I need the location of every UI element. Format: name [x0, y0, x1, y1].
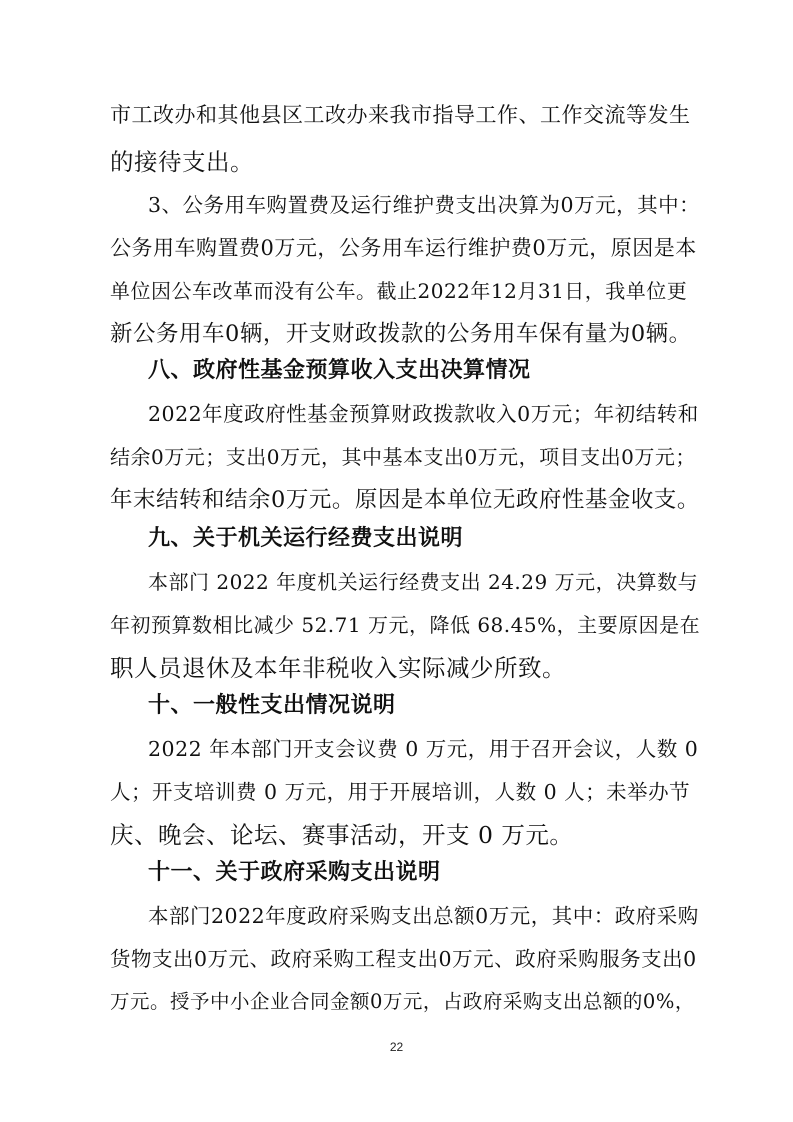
paragraph-line: 职人员退休及本年非税收入实际减少所致。 — [110, 654, 566, 682]
section-heading: 九、关于机关运行经费支出说明 — [148, 526, 464, 551]
paragraph-line: 庆、晚会、论坛、赛事活动，开支 0 万元。 — [110, 821, 574, 849]
section-heading: 十一、关于政府采购支出说明 — [148, 860, 441, 885]
paragraph-line: 的接待支出。 — [110, 148, 254, 176]
section-heading: 十、一般性支出情况说明 — [148, 693, 396, 718]
paragraph-line: 本部门2022年度政府采购支出总额0万元，其中：政府采购 — [148, 904, 699, 928]
paragraph-line: 货物支出0万元、政府采购工程支出0万元、政府采购服务支出0 — [110, 947, 697, 971]
paragraph-line: 结余0万元；支出0万元，其中基本支出0万元，项目支出0万元； — [110, 445, 696, 469]
paragraph-line: 市工改办和其他县区工改办来我市指导工作、工作交流等发生 — [110, 103, 691, 127]
paragraph-line: 人；开支培训费 0 万元，用于开展培训，人数 0 人；未举办节 — [110, 780, 691, 804]
paragraph-line: 公务用车购置费0万元，公务用车运行维护费0万元，原因是本 — [110, 236, 697, 260]
page-number: 22 — [389, 1040, 404, 1054]
paragraph-line: 3、公务用车购置费及运行维护费支出决算为0万元，其中： — [148, 193, 701, 217]
paragraph-line: 万元。授予中小企业合同金额0万元，占政府采购支出总额的0%， — [110, 990, 695, 1013]
section-heading: 八、政府性基金预算收入支出决算情况 — [148, 358, 531, 383]
paragraph-line: 年末结转和结余0万元。原因是本单位无政府性基金收支。 — [110, 487, 700, 513]
paragraph-line: 2022 年本部门开支会议费 0 万元，用于召开会议，人数 0 — [148, 737, 699, 761]
paragraph-line: 本部门 2022 年度机关运行经费支出 24.29 万元，决算数与 — [148, 570, 699, 594]
paragraph-line: 2022年度政府性基金预算财政拨款收入0万元；年初结转和 — [148, 402, 699, 426]
paragraph-line: 年初预算数相比减少 52.71 万元，降低 68.45%，主要原因是在 — [110, 613, 701, 637]
paragraph-line: 单位因公车改革而没有公车。截止2022年12月31日，我单位更 — [110, 279, 688, 303]
paragraph-line: 新公务用车0辆，开支财政拨款的公务用车保有量为0辆。 — [110, 321, 692, 347]
